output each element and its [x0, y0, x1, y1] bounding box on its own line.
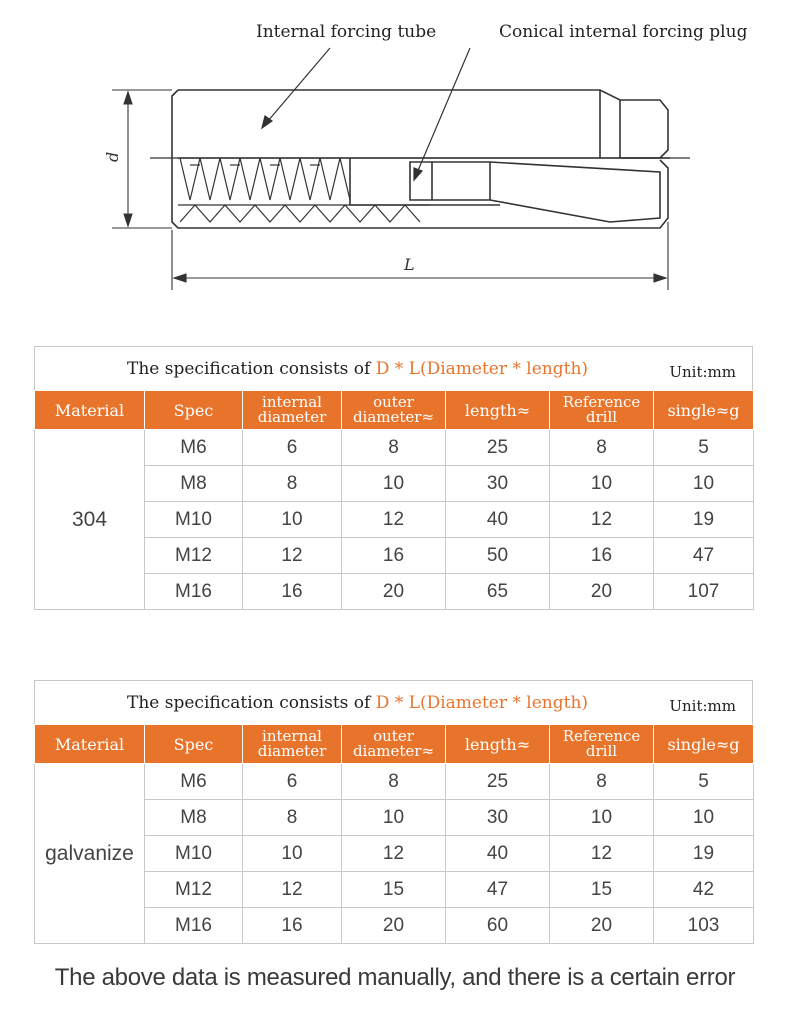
cell: 60	[446, 908, 550, 944]
cell: 8	[550, 764, 654, 800]
material-cell: galvanize	[35, 764, 145, 944]
cell: 5	[654, 430, 754, 466]
header-spec: Spec	[145, 725, 243, 764]
cell: 40	[446, 836, 550, 872]
anchor-drawing	[0, 0, 790, 320]
unit-label: Unit:mm	[669, 363, 736, 381]
header-length: length≈	[446, 725, 550, 764]
cell: 20	[342, 574, 446, 610]
cell: 16	[243, 574, 342, 610]
cell: 6	[243, 430, 342, 466]
cell: M12	[145, 538, 243, 574]
cell: 10	[550, 466, 654, 502]
cell: 20	[550, 574, 654, 610]
cell: M16	[145, 908, 243, 944]
cell: 15	[342, 872, 446, 908]
material-cell: 304	[35, 430, 145, 610]
header-material: Material	[35, 391, 145, 430]
cell: M6	[145, 430, 243, 466]
spec-title-text: The specification consists of D * L(Diameter * length)	[127, 359, 589, 379]
cell: 10	[550, 800, 654, 836]
cell: 6	[243, 764, 342, 800]
cell: 103	[654, 908, 754, 944]
cell: 20	[550, 908, 654, 944]
header-row	[35, 391, 754, 430]
header-length: length≈	[446, 391, 550, 430]
label-internal-forcing-tube: Internal forcing tube	[256, 22, 437, 42]
table-row	[35, 764, 754, 800]
cell: 16	[243, 908, 342, 944]
header-outer-diameter: outer diameter≈	[342, 725, 446, 764]
header-spec: Spec	[145, 391, 243, 430]
cell: 10	[654, 800, 754, 836]
cell: 30	[446, 466, 550, 502]
cell: 10	[243, 836, 342, 872]
cell: 5	[654, 764, 754, 800]
cell: M10	[145, 502, 243, 538]
cell: 12	[243, 538, 342, 574]
cell: M8	[145, 800, 243, 836]
cell: 10	[654, 466, 754, 502]
header-material: Material	[35, 725, 145, 764]
cell: 8	[243, 466, 342, 502]
cell: 47	[446, 872, 550, 908]
cell: 8	[243, 800, 342, 836]
header-outer-diameter: outer diameter≈	[342, 391, 446, 430]
cell: M10	[145, 836, 243, 872]
cell: 20	[342, 908, 446, 944]
spec-table-galvanize	[34, 680, 753, 944]
cell: 12	[550, 502, 654, 538]
header-internal-diameter: internal diameter	[243, 725, 342, 764]
cell: M6	[145, 764, 243, 800]
table-row	[35, 430, 754, 466]
cell: 10	[342, 466, 446, 502]
anchor-diagram	[0, 0, 790, 320]
cell: M8	[145, 466, 243, 502]
cell: 8	[550, 430, 654, 466]
cell: 15	[550, 872, 654, 908]
cell: 8	[342, 764, 446, 800]
cell: 25	[446, 764, 550, 800]
cell: 10	[342, 800, 446, 836]
cell: 47	[654, 538, 754, 574]
header-internal-diameter: internal diameter	[243, 391, 342, 430]
cell: 12	[550, 836, 654, 872]
cell: M16	[145, 574, 243, 610]
cell: 40	[446, 502, 550, 538]
dimension-L-label: L	[404, 255, 415, 274]
header-reference-drill: Reference drill	[550, 391, 654, 430]
spec-title	[34, 346, 753, 390]
cell: 42	[654, 872, 754, 908]
header-single-weight: single≈g	[654, 391, 754, 430]
dimension-d-label: d	[103, 151, 122, 162]
cell: 12	[243, 872, 342, 908]
cell: 8	[342, 430, 446, 466]
cell: 30	[446, 800, 550, 836]
measurement-disclaimer: The above data is measured manually, and there is a certain error	[54, 964, 736, 991]
header-row	[35, 725, 754, 764]
header-reference-drill: Reference drill	[550, 725, 654, 764]
spec-title	[34, 680, 753, 724]
cell: 16	[342, 538, 446, 574]
cell: 10	[243, 502, 342, 538]
cell: 12	[342, 502, 446, 538]
cell: 65	[446, 574, 550, 610]
cell: 12	[342, 836, 446, 872]
header-single-weight: single≈g	[654, 725, 754, 764]
unit-label: Unit:mm	[669, 697, 736, 715]
label-conical-forcing-plug: Conical internal forcing plug	[499, 22, 748, 42]
cell: M12	[145, 872, 243, 908]
spec-table-304	[34, 346, 753, 610]
cell: 19	[654, 836, 754, 872]
spec-title-text: The specification consists of D * L(Diameter * length)	[127, 693, 589, 713]
cell: 25	[446, 430, 550, 466]
cell: 16	[550, 538, 654, 574]
cell: 107	[654, 574, 754, 610]
cell: 19	[654, 502, 754, 538]
cell: 50	[446, 538, 550, 574]
